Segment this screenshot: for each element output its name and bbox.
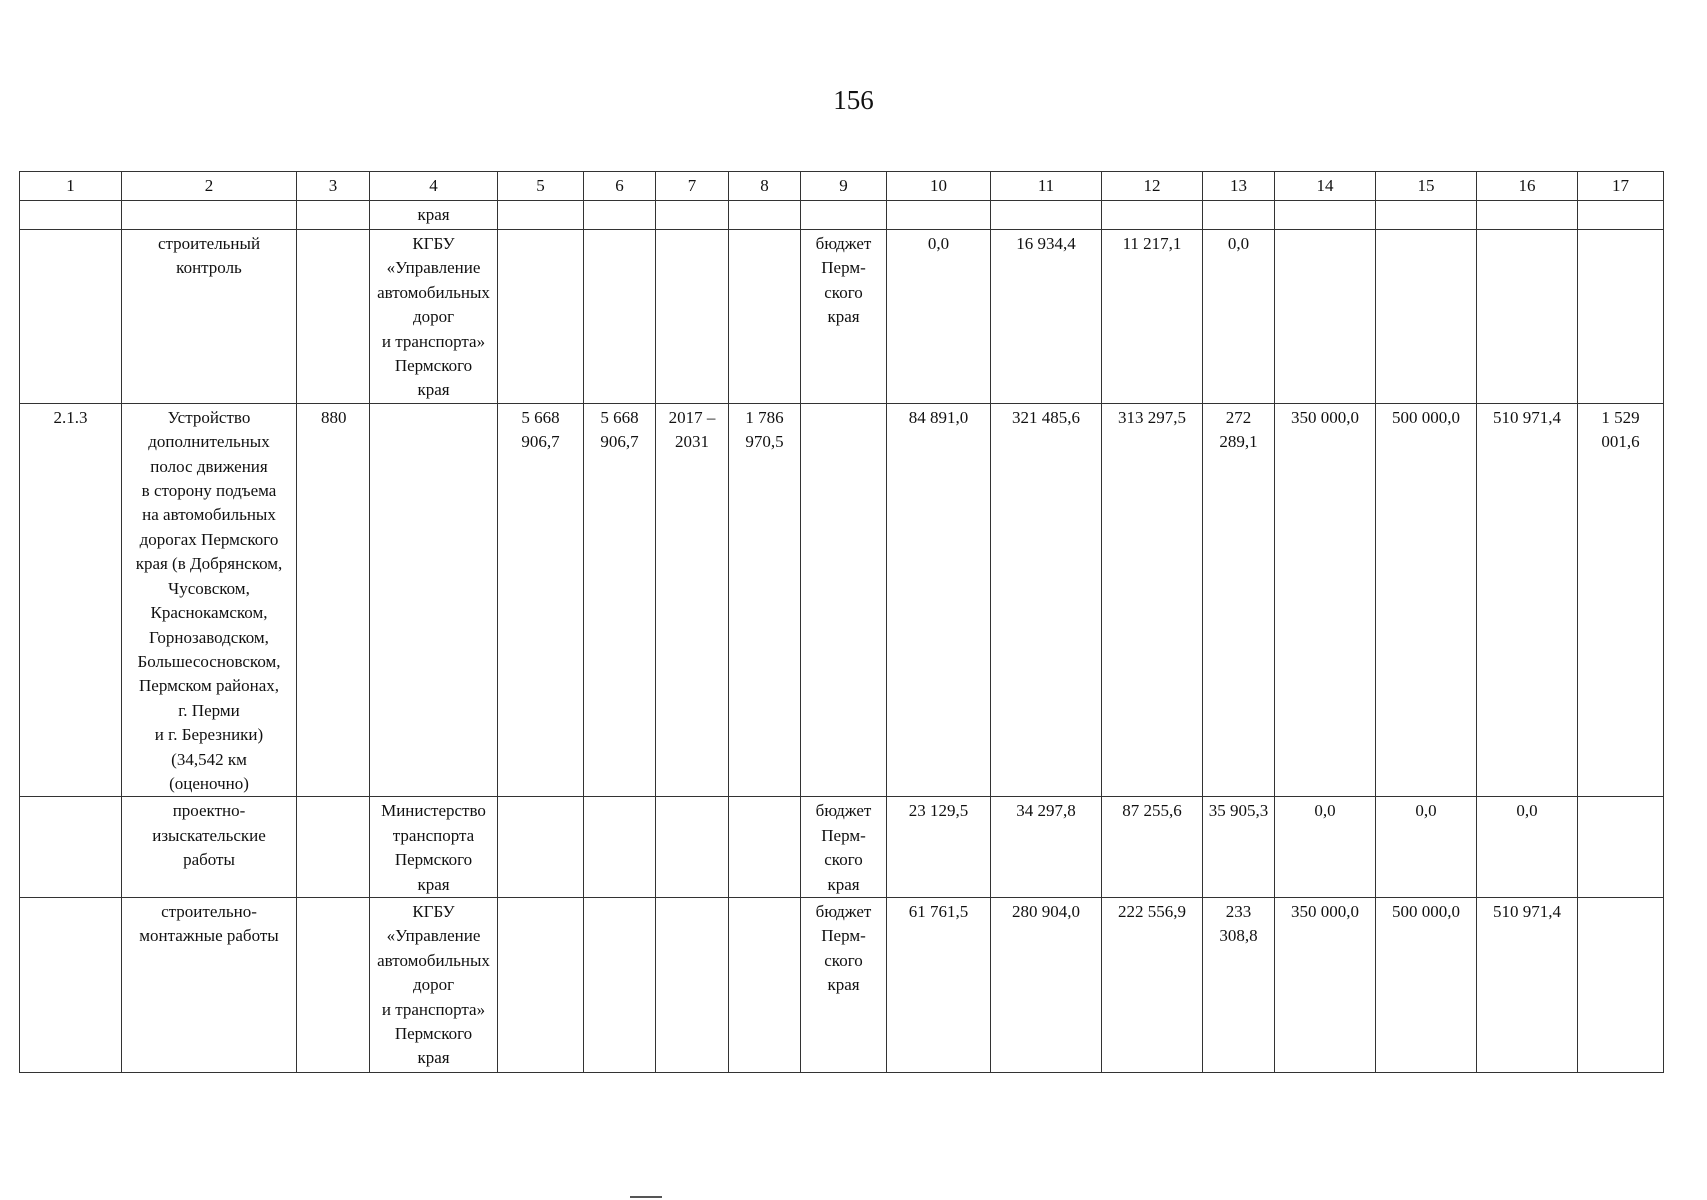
table-row bbox=[20, 797, 1664, 898]
table-cell bbox=[297, 201, 370, 230]
column-number: 1 bbox=[20, 172, 122, 201]
table-cell: 500 000,0 bbox=[1376, 897, 1477, 1072]
table-cell bbox=[1376, 201, 1477, 230]
table-cell bbox=[584, 230, 656, 404]
column-number: 6 bbox=[584, 172, 656, 201]
table-cell bbox=[20, 201, 122, 230]
table-cell bbox=[1578, 230, 1664, 404]
table-cell: бюджет Перм- ского края bbox=[801, 797, 887, 898]
table-cell bbox=[801, 201, 887, 230]
table-cell: проектно- изыскательские работы bbox=[122, 797, 297, 898]
table-cell: 510 971,4 bbox=[1477, 403, 1578, 797]
table-cell: 321 485,6 bbox=[991, 403, 1102, 797]
table-cell bbox=[1578, 897, 1664, 1072]
column-number-row bbox=[20, 172, 1664, 201]
table-cell: 34 297,8 bbox=[991, 797, 1102, 898]
table-cell: 5 668 906,7 bbox=[584, 403, 656, 797]
table-cell bbox=[991, 201, 1102, 230]
table-cell: Министерство транспорта Пермского края bbox=[370, 797, 498, 898]
column-number: 13 bbox=[1203, 172, 1275, 201]
table-cell bbox=[584, 797, 656, 898]
column-number: 16 bbox=[1477, 172, 1578, 201]
table-cell bbox=[370, 403, 498, 797]
table-cell: бюджет Перм- ского края bbox=[801, 897, 887, 1072]
table-cell bbox=[1477, 230, 1578, 404]
table-cell bbox=[297, 797, 370, 898]
table-cell: 0,0 bbox=[1275, 797, 1376, 898]
table-cell: 280 904,0 bbox=[991, 897, 1102, 1072]
column-number: 4 bbox=[370, 172, 498, 201]
table-cell bbox=[1275, 230, 1376, 404]
table-cell bbox=[729, 230, 801, 404]
table-cell: 87 255,6 bbox=[1102, 797, 1203, 898]
table-cell bbox=[801, 403, 887, 797]
table-cell: 880 bbox=[297, 403, 370, 797]
table-cell: 16 934,4 bbox=[991, 230, 1102, 404]
table-cell bbox=[656, 797, 729, 898]
table-cell: 84 891,0 bbox=[887, 403, 991, 797]
table-cell: 2017 – 2031 bbox=[656, 403, 729, 797]
table-cell bbox=[1203, 201, 1275, 230]
table-cell bbox=[729, 897, 801, 1072]
column-number: 8 bbox=[729, 172, 801, 201]
column-number: 3 bbox=[297, 172, 370, 201]
table-cell bbox=[1578, 201, 1664, 230]
table-cell: 313 297,5 bbox=[1102, 403, 1203, 797]
table-cell: 510 971,4 bbox=[1477, 897, 1578, 1072]
column-number: 15 bbox=[1376, 172, 1477, 201]
table-cell bbox=[729, 201, 801, 230]
table-cell bbox=[498, 201, 584, 230]
table-cell: строительно- монтажные работы bbox=[122, 897, 297, 1072]
column-number: 14 bbox=[1275, 172, 1376, 201]
column-number: 7 bbox=[656, 172, 729, 201]
column-number: 11 bbox=[991, 172, 1102, 201]
column-number: 9 bbox=[801, 172, 887, 201]
table-cell: 0,0 bbox=[1376, 797, 1477, 898]
table-row bbox=[20, 403, 1664, 797]
table-cell bbox=[1376, 230, 1477, 404]
table-cell bbox=[1275, 201, 1376, 230]
table-cell: Устройство дополнительных полос движения в сторону подъема на автомобильных дорогах Пермского края (в Добрянском, Чусовском, Краснокамском, Горнозаводском, Большесосновском, Пермском районах, г. Перми и г. Березники) (34,542 км (оценочно) bbox=[122, 403, 297, 797]
table-cell: 1 529 001,6 bbox=[1578, 403, 1664, 797]
table-cell: 222 556,9 bbox=[1102, 897, 1203, 1072]
table-cell bbox=[584, 897, 656, 1072]
table-cell: 0,0 bbox=[887, 230, 991, 404]
table-cell bbox=[20, 897, 122, 1072]
table-cell: 61 761,5 bbox=[887, 897, 991, 1072]
table-cell: 11 217,1 bbox=[1102, 230, 1203, 404]
table-cell bbox=[498, 897, 584, 1072]
table-cell: 5 668 906,7 bbox=[498, 403, 584, 797]
column-number: 17 bbox=[1578, 172, 1664, 201]
table-cell bbox=[656, 230, 729, 404]
table-row bbox=[20, 897, 1664, 1072]
table-cell: 233 308,8 bbox=[1203, 897, 1275, 1072]
table-cell bbox=[20, 797, 122, 898]
table-cell bbox=[656, 201, 729, 230]
table-cell: 2.1.3 bbox=[20, 403, 122, 797]
table-cell bbox=[122, 201, 297, 230]
table-cell bbox=[297, 230, 370, 404]
table-cell: 1 786 970,5 bbox=[729, 403, 801, 797]
table-cell bbox=[1102, 201, 1203, 230]
column-number: 5 bbox=[498, 172, 584, 201]
table-cell: КГБУ «Управление автомобильных дорог и транспорта» Пермского края bbox=[370, 230, 498, 404]
table-cell: 0,0 bbox=[1203, 230, 1275, 404]
table-cell bbox=[656, 897, 729, 1072]
column-number: 10 bbox=[887, 172, 991, 201]
table-cell bbox=[729, 797, 801, 898]
table-cell: 0,0 bbox=[1477, 797, 1578, 898]
table-cell bbox=[20, 230, 122, 404]
page-number: 156 bbox=[833, 85, 874, 115]
table-cell bbox=[887, 201, 991, 230]
table-cell: КГБУ «Управление автомобильных дорог и транспорта» Пермского края bbox=[370, 897, 498, 1072]
column-number: 2 bbox=[122, 172, 297, 201]
table-cell: 350 000,0 bbox=[1275, 403, 1376, 797]
table-cell: строительный контроль bbox=[122, 230, 297, 404]
table-cell bbox=[1477, 201, 1578, 230]
table-cell: 35 905,3 bbox=[1203, 797, 1275, 898]
table-cell bbox=[498, 797, 584, 898]
table-cell: 500 000,0 bbox=[1376, 403, 1477, 797]
table-cell: бюджет Перм- ского края bbox=[801, 230, 887, 404]
table-cell bbox=[1578, 797, 1664, 898]
table-cell bbox=[498, 230, 584, 404]
program-table bbox=[19, 171, 1664, 1073]
table-cell: края bbox=[370, 201, 498, 230]
table-row bbox=[20, 201, 1664, 230]
table-cell: 272 289,1 bbox=[1203, 403, 1275, 797]
table-cell: 350 000,0 bbox=[1275, 897, 1376, 1072]
column-number: 12 bbox=[1102, 172, 1203, 201]
table-row bbox=[20, 230, 1664, 404]
scan-mark bbox=[630, 1196, 662, 1198]
table-cell bbox=[297, 897, 370, 1072]
table-cell bbox=[584, 201, 656, 230]
table-cell: 23 129,5 bbox=[887, 797, 991, 898]
